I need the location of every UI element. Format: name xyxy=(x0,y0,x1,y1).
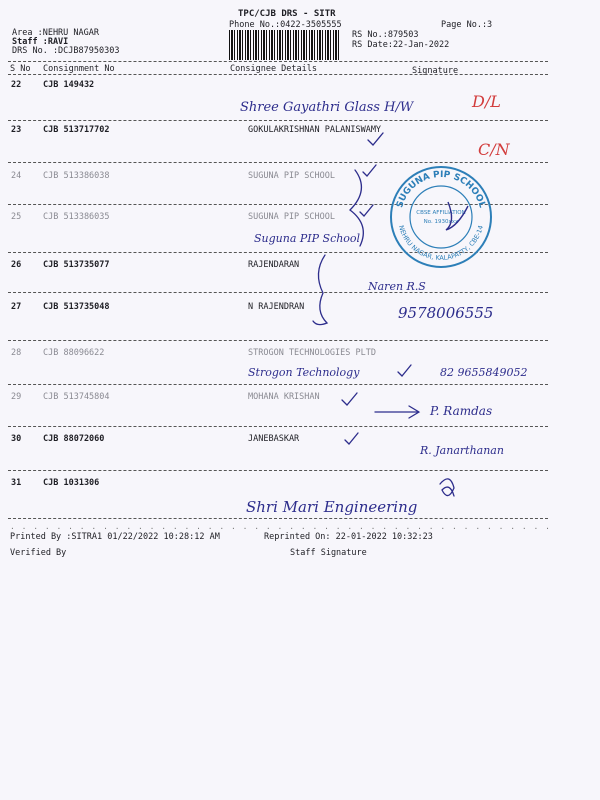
row-consignment: CJB 88096622 xyxy=(43,348,105,358)
row-consignment: CJB 513386038 xyxy=(43,171,110,181)
row-consignee: STROGON TECHNOLOGIES PLTD xyxy=(248,348,376,358)
handwritten-phone: 9578006555 xyxy=(398,304,494,322)
col-consignment: Consignment No xyxy=(43,64,115,74)
row-sno: 29 xyxy=(11,392,22,402)
row-consignee: SUGUNA PIP SCHOOL xyxy=(248,212,335,222)
row-consignment: CJB 513386035 xyxy=(43,212,110,222)
reprinted-on: Reprinted On: 22-01-2022 10:32:23 xyxy=(264,532,433,542)
staff-signature: Staff Signature xyxy=(290,548,367,558)
brace-icon xyxy=(350,170,363,246)
handwritten-cn: C/N xyxy=(478,140,510,159)
row-sno: 22 xyxy=(11,80,22,90)
handwritten-strogon: Strogon Technology xyxy=(248,366,360,379)
row-consignment: CJB 149432 xyxy=(43,80,95,90)
drs-title: TPC/CJB DRS - SITR xyxy=(238,9,336,19)
handwritten-signature: P. Ramdas xyxy=(430,404,493,418)
brace-icon xyxy=(313,255,327,325)
row-sno: 23 xyxy=(11,125,22,135)
row-consignment: CJB 513717702 xyxy=(43,125,110,135)
verified-by: Verified By xyxy=(10,548,67,558)
handwritten-dl: D/L xyxy=(472,92,501,111)
staff-label: Staff :RAVI xyxy=(12,37,69,47)
row-consignee: SUGUNA PIP SCHOOL xyxy=(248,171,335,181)
footer-smudge-line: . . . . . . . . . . . . . . . . . . . . . . . . . . . . . . . . . . . . . . . . . . . . . . . xyxy=(10,522,551,531)
row-consignment: CJB 513745804 xyxy=(43,392,110,402)
row-sno: 31 xyxy=(11,478,22,488)
row-consignment: CJB 88072060 xyxy=(43,434,105,444)
rs-number: RS No.:879503 xyxy=(352,30,419,40)
handwritten-consignee: Shree Gayathri Glass H/W xyxy=(240,100,414,115)
check-mark-icon xyxy=(345,433,358,444)
row-sno: 26 xyxy=(11,260,22,270)
stamp-top-text: SUGUNA PIP SCHOOL xyxy=(395,169,487,210)
row-consignment: CJB 513735048 xyxy=(43,302,110,312)
check-mark-icon xyxy=(368,133,383,145)
row-sno: 24 xyxy=(11,171,22,181)
handwritten-receiver: Naren R.S xyxy=(368,280,426,293)
row-consignee: JANEBASKAR xyxy=(248,434,300,444)
row-sno: 25 xyxy=(11,212,22,222)
scribble-icon xyxy=(440,479,454,496)
check-mark-icon xyxy=(398,365,411,376)
row-consignment: CJB 513735077 xyxy=(43,260,110,270)
svg-text:SUGUNA PIP SCHOOL xyxy=(395,170,487,209)
handwritten-suguna: Suguna PIP School xyxy=(254,232,361,245)
page-number: Page No.:3 xyxy=(441,20,493,30)
col-sno: S No xyxy=(10,64,31,74)
row-consignment: CJB 1031306 xyxy=(43,478,100,488)
row-sno: 28 xyxy=(11,348,22,358)
phone-number: Phone No.:0422-3505555 xyxy=(229,20,342,30)
row-consignee: MOHANA KRISHAN xyxy=(248,392,320,402)
signature-scribble-icon xyxy=(446,202,468,230)
col-consignee: Consignee Details xyxy=(230,64,317,74)
area-label: Area :NEHRU NAGAR xyxy=(12,28,99,38)
row-sno: 27 xyxy=(11,302,22,312)
col-signature: Signature xyxy=(412,66,459,76)
row-consignee: N RAJENDRAN xyxy=(248,302,305,312)
check-mark-icon xyxy=(360,205,373,216)
row-consignee: GOKULAKRISHNAN PALANISWAMY xyxy=(248,125,382,135)
handwritten-signature: R. Janarthanan xyxy=(420,444,504,457)
stamp-number: No. 1930xxx xyxy=(423,219,459,225)
handwritten-consignee: Shri Mari Engineering xyxy=(246,498,418,516)
check-mark-icon xyxy=(363,165,376,176)
printed-by: Printed By :SITRA1 01/22/2022 10:28:12 AM xyxy=(10,532,220,542)
rs-date: RS Date:22-Jan-2022 xyxy=(352,40,450,50)
handwritten-phone: 82 9655849052 xyxy=(440,366,528,379)
stamp-bottom-text: NEHRU NAGAR, KALAPATTY, CBE-14 xyxy=(396,224,486,263)
school-stamp xyxy=(388,164,494,270)
check-mark-icon xyxy=(342,393,357,405)
drs-number: DRS No. :DCJB87950303 xyxy=(12,46,120,56)
stamp-affiliation: CBSE AFFILIATION xyxy=(416,210,466,216)
row-sno: 30 xyxy=(11,434,22,444)
row-consignee: RAJENDARAN xyxy=(248,260,300,270)
arrow-icon xyxy=(375,406,419,418)
